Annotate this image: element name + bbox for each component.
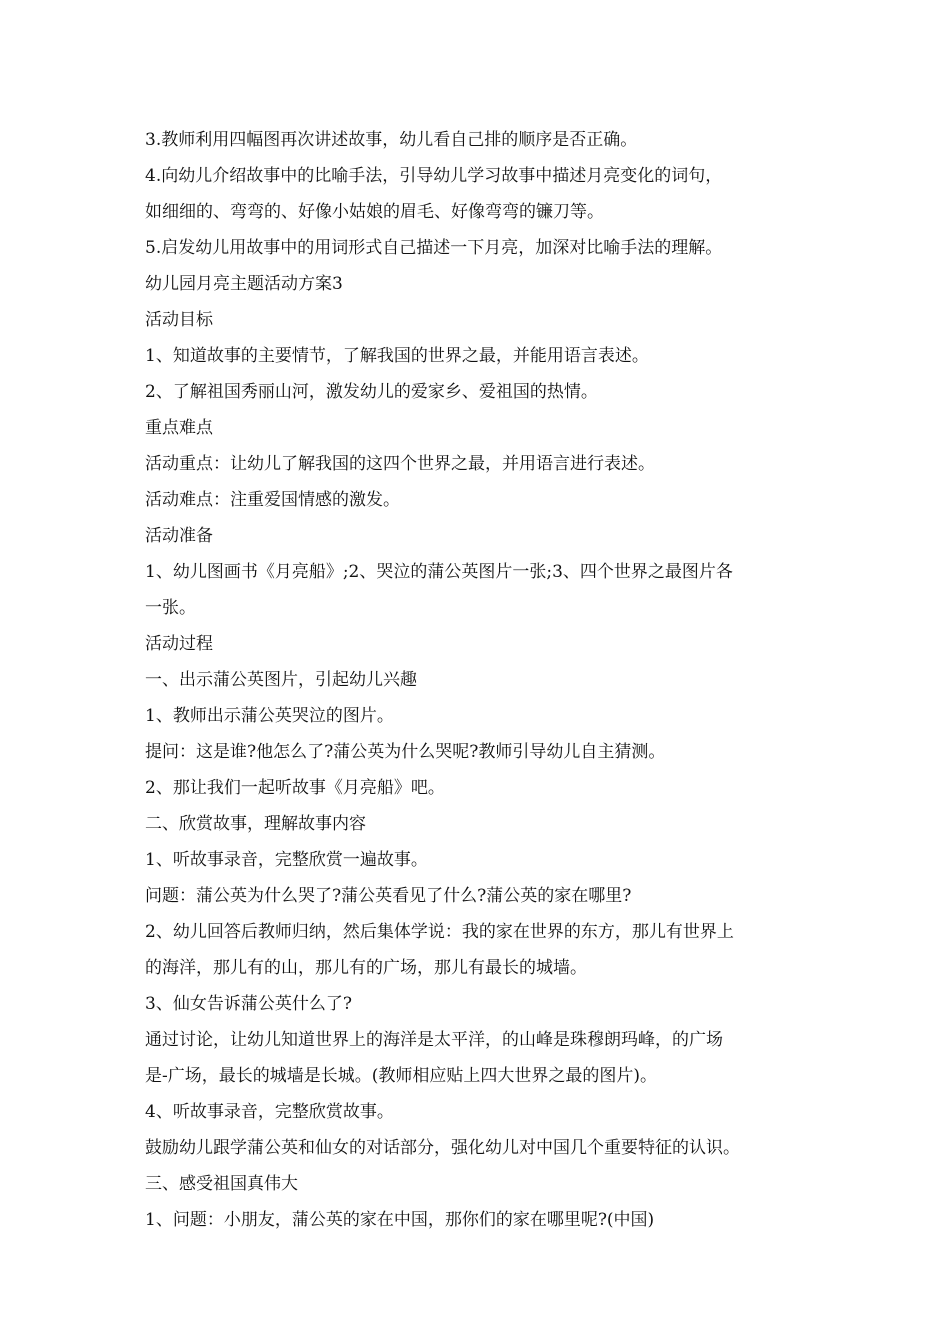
text-line: 的海洋，那儿有的山，那儿有的广场，那儿有最长的城墙。 [145, 958, 587, 978]
text-line: 3.教师利用四幅图再次讲述故事，幼儿看自己排的顺序是否正确。 [145, 130, 638, 150]
text-line: 3、仙女告诉蒲公英什么了? [145, 994, 352, 1014]
text-line: 如细细的、弯弯的、好像小姑娘的眉毛、好像弯弯的镰刀等。 [145, 202, 604, 222]
text-line: 2、那让我们一起听故事《月亮船》吧。 [145, 778, 445, 798]
text-line: 二、欣赏故事，理解故事内容 [145, 814, 366, 834]
text-line: 5.启发幼儿用故事中的用词形式自己描述一下月亮，加深对比喻手法的理解。 [145, 238, 723, 258]
section-heading: 活动准备 [145, 526, 213, 546]
text-line: 一、出示蒲公英图片，引起幼儿兴趣 [145, 670, 417, 690]
text-line: 4、听故事录音，完整欣赏故事。 [145, 1102, 394, 1122]
section-heading: 重点难点 [145, 418, 213, 438]
text-line: 1、幼儿图画书《月亮船》;2、哭泣的蒲公英图片一张;3、四个世界之最图片各 [145, 562, 733, 582]
document-body [145, 122, 815, 1238]
text-line: 4.向幼儿介绍故事中的比喻手法，引导幼儿学习故事中描述月亮变化的词句， [145, 166, 723, 186]
section-heading: 活动过程 [145, 634, 213, 654]
text-line: 1、听故事录音，完整欣赏一遍故事。 [145, 850, 428, 870]
text-line: 活动难点：注重爱国情感的激发。 [145, 490, 400, 510]
text-line: 三、感受祖国真伟大 [145, 1174, 298, 1194]
text-line: 一张。 [145, 598, 196, 618]
text-line: 问题：蒲公英为什么哭了?蒲公英看见了什么?蒲公英的家在哪里? [145, 886, 632, 906]
section-title: 幼儿园月亮主题活动方案3 [145, 274, 343, 294]
text-line: 1、教师出示蒲公英哭泣的图片。 [145, 706, 394, 726]
text-line: 通过讨论，让幼儿知道世界上的海洋是太平洋，的山峰是珠穆朗玛峰，的广场 [145, 1030, 723, 1050]
text-line: 1、知道故事的主要情节，了解我国的世界之最，并能用语言表述。 [145, 346, 649, 366]
text-line: 2、了解祖国秀丽山河，激发幼儿的爱家乡、爱祖国的热情。 [145, 382, 598, 402]
text-line: 1、问题：小朋友，蒲公英的家在中国，那你们的家在哪里呢?(中国) [145, 1210, 655, 1230]
section-heading: 活动目标 [145, 310, 213, 330]
text-line: 提问：这是谁?他怎么了?蒲公英为什么哭呢?教师引导幼儿自主猜测。 [145, 742, 666, 762]
text-line: 活动重点：让幼儿了解我国的这四个世界之最，并用语言进行表述。 [145, 454, 655, 474]
text-line: 是-广场，最长的城墙是长城。(教师相应贴上四大世界之最的图片)。 [145, 1066, 658, 1086]
text-line: 鼓励幼儿跟学蒲公英和仙女的对话部分，强化幼儿对中国几个重要特征的认识。 [145, 1138, 740, 1158]
text-line: 2、幼儿回答后教师归纳，然后集体学说：我的家在世界的东方，那儿有世界上 [145, 922, 734, 942]
